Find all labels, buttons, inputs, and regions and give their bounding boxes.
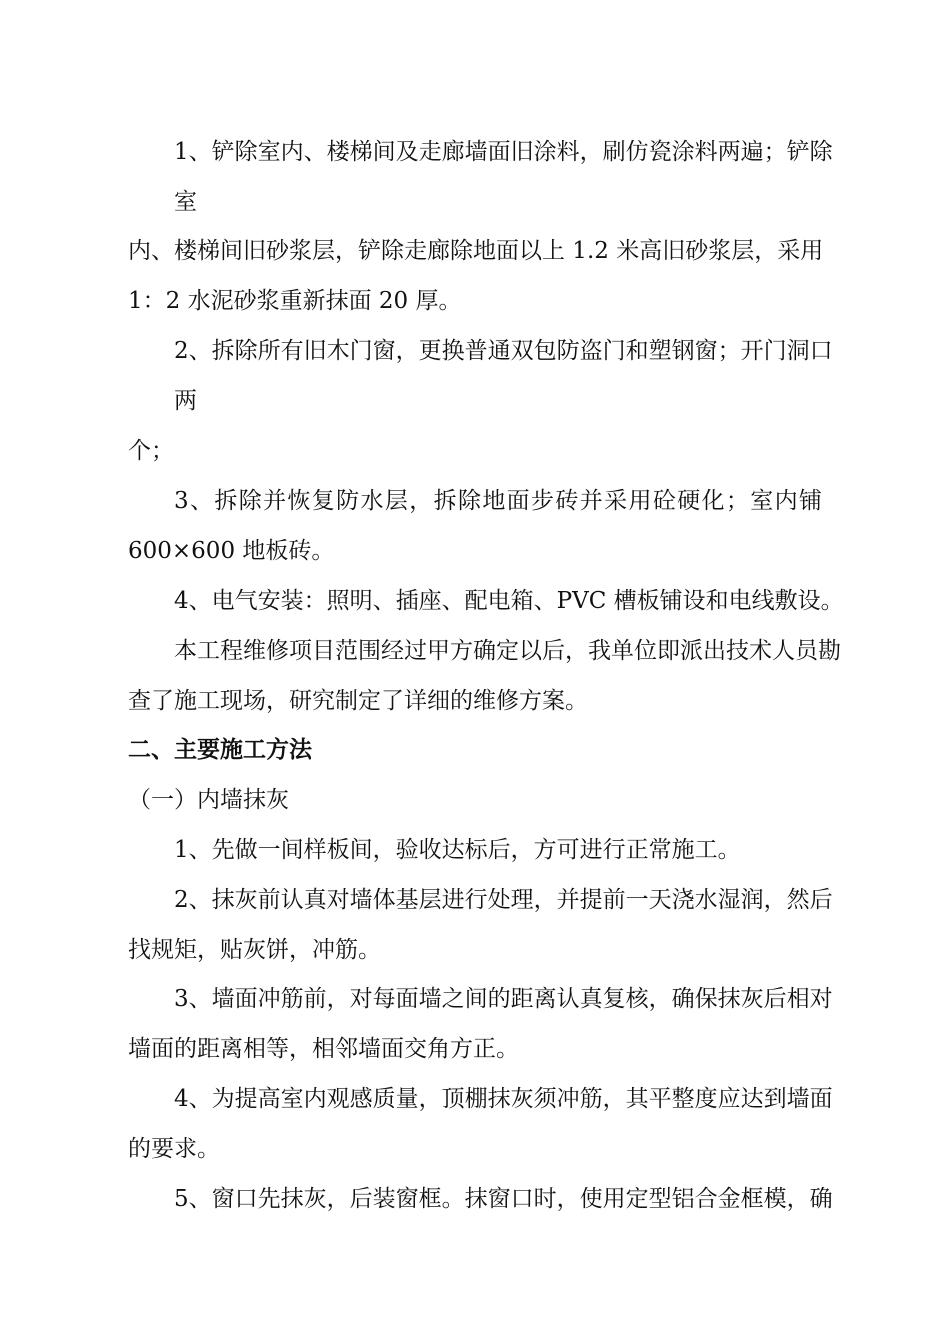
paragraph-line: 本工程维修项目范围经过甲方确定以后，我单位即派出技术人员勘 bbox=[174, 638, 841, 664]
paragraph-line: 3、墙面冲筋前，对每面墙之间的距离认真复核，确保抹灰后相对 bbox=[174, 986, 833, 1012]
paragraph-line: 2、抹灰前认真对墙体基层进行处理，并提前一天浇水湿润，然后 bbox=[174, 887, 833, 913]
paragraph-line: 找规矩，贴灰饼，冲筋。 bbox=[128, 937, 381, 963]
paragraph-line: 内、楼梯间旧砂浆层，铲除走廊除地面以上 1.2 米高旧砂浆层，采用 bbox=[128, 238, 824, 264]
paragraph-line: 室 bbox=[174, 189, 197, 215]
paragraph-line: 墙面的距离相等，相邻墙面交角方正。 bbox=[128, 1036, 519, 1062]
paragraph-line: 3、拆除并恢复防水层，拆除地面步砖并采用砼硬化；室内铺 bbox=[174, 488, 822, 514]
paragraph-line: 两 bbox=[174, 388, 197, 414]
paragraph-line: 个； bbox=[128, 438, 174, 464]
paragraph-line: 4、为提高室内观感质量，顶棚抹灰须冲筋，其平整度应达到墙面 bbox=[174, 1086, 833, 1112]
paragraph-line: 的要求。 bbox=[128, 1136, 220, 1162]
paragraph-line: 查了施工现场，研究制定了详细的维修方案。 bbox=[128, 688, 588, 714]
section-heading: 二、主要施工方法 bbox=[128, 737, 312, 763]
paragraph-line: 1、先做一间样板间，验收达标后，方可进行正常施工。 bbox=[174, 837, 741, 863]
paragraph-line: 2、拆除所有旧木门窗，更换普通双包防盗门和塑钢窗；开门洞口 bbox=[174, 338, 833, 364]
paragraph-line: 1：2 水泥砂浆重新抹面 20 厚。 bbox=[128, 288, 462, 314]
paragraph-line: 4、电气安装：照明、插座、配电箱、PVC 槽板铺设和电线敷设。 bbox=[174, 588, 844, 614]
paragraph-line: 600×600 地板砖。 bbox=[128, 538, 335, 564]
subsection-heading: （一）内墙抹灰 bbox=[128, 787, 289, 813]
paragraph-line: 5、窗口先抹灰，后装窗框。抹窗口时，使用定型铝合金框模，确 bbox=[174, 1186, 833, 1212]
paragraph-line: 1、铲除室内、楼梯间及走廊墙面旧涂料，刷仿瓷涂料两遍；铲除 bbox=[174, 139, 833, 165]
